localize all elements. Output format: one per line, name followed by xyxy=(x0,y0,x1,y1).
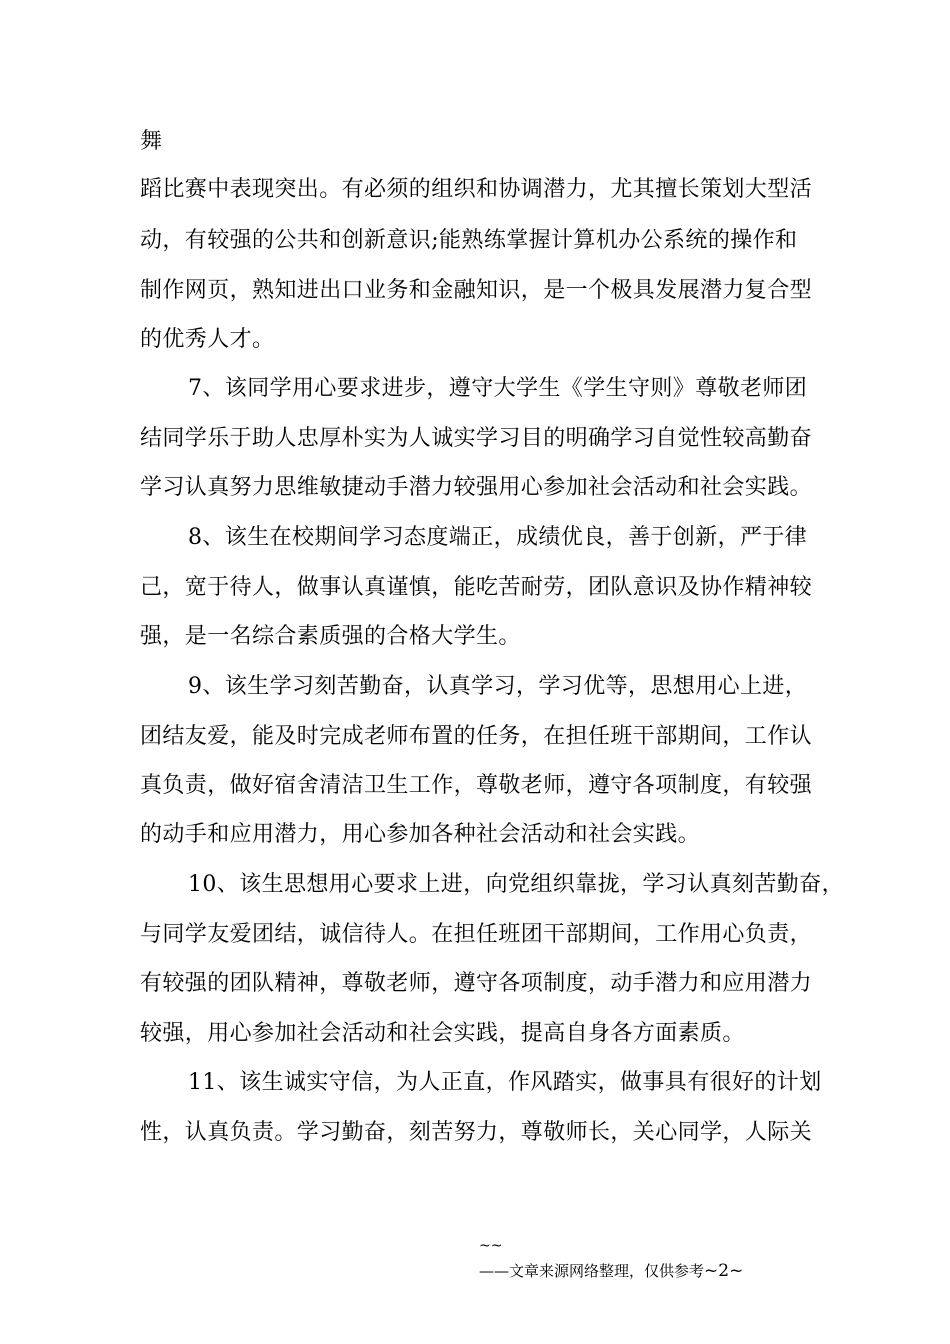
text-line: 己，宽于待人，做事认真谨慎，能吃苦耐劳，团队意识及协作精神较 xyxy=(140,575,813,600)
text-line: 舞 xyxy=(140,129,163,154)
paragraph-8-start: 8、该生在校期间学习态度端正，成绩优良，善于创新，严于律 xyxy=(188,525,808,550)
text-line: 有较强的团队精神，尊敬老师，遵守各项制度，动手潜力和应用潜力 xyxy=(140,971,813,996)
text-line: 真负责，做好宿舍清洁卫生工作，尊敬老师，遵守各项制度，有较强 xyxy=(140,773,813,798)
paragraph-9-start: 9、该生学习刻苦勤奋，认真学习，学习优等，思想用心上进， xyxy=(188,674,808,699)
text-line: 强，是一名综合素质强的合格大学生。 xyxy=(140,624,521,649)
text-line: 的动手和应用潜力，用心参加各种社会活动和社会实践。 xyxy=(140,822,701,847)
footer-source-text: ——文章来源网络整理，仅供参考 xyxy=(479,1262,705,1280)
page-number: ~2~ xyxy=(704,1261,744,1281)
text-line: 团结友爱，能及时完成老师布置的任务，在担任班干部期间，工作认 xyxy=(140,724,813,749)
paragraph-11-start: 11、该生诚实守信，为人正直，作风踏实，做事具有很好的计划 xyxy=(188,1070,822,1095)
footer-note xyxy=(479,1262,743,1280)
paragraph-7-start: 7、该同学用心要求进步，遵守大学生《学生守则》尊敬老师团 xyxy=(188,376,808,401)
text-line: 学习认真努力思维敏捷动手潜力较强用心参加社会活动和社会实践。 xyxy=(140,475,813,500)
text-line: 结同学乐于助人忠厚朴实为人诚实学习目的明确学习自觉性较高勤奋 xyxy=(140,426,813,451)
text-line: 制作网页，熟知进出口业务和金融知识，是一个极具发展潜力复合型 xyxy=(140,278,813,303)
text-line: 蹈比赛中表现突出。有必须的组织和协调潜力，尤其擅长策划大型活 xyxy=(140,177,813,202)
text-line: 的优秀人才。 xyxy=(140,327,275,352)
text-line: 动，有较强的公共和创新意识;能熟练掌握计算机办公系统的操作和 xyxy=(140,228,798,253)
paragraph-10-start: 10、该生思想用心要求上进，向党组织靠拢，学习认真刻苦勤奋， xyxy=(188,872,844,897)
text-line: 较强，用心参加社会活动和社会实践，提高自身各方面素质。 xyxy=(140,1021,745,1046)
footer-mark: ~~ xyxy=(479,1238,503,1254)
text-line: 与同学友爱团结，诚信待人。在担任班团干部期间，工作用心负责， xyxy=(140,922,813,947)
text-line: 性，认真负责。学习勤奋，刻苦努力，尊敬师长，关心同学，人际关 xyxy=(140,1120,813,1145)
